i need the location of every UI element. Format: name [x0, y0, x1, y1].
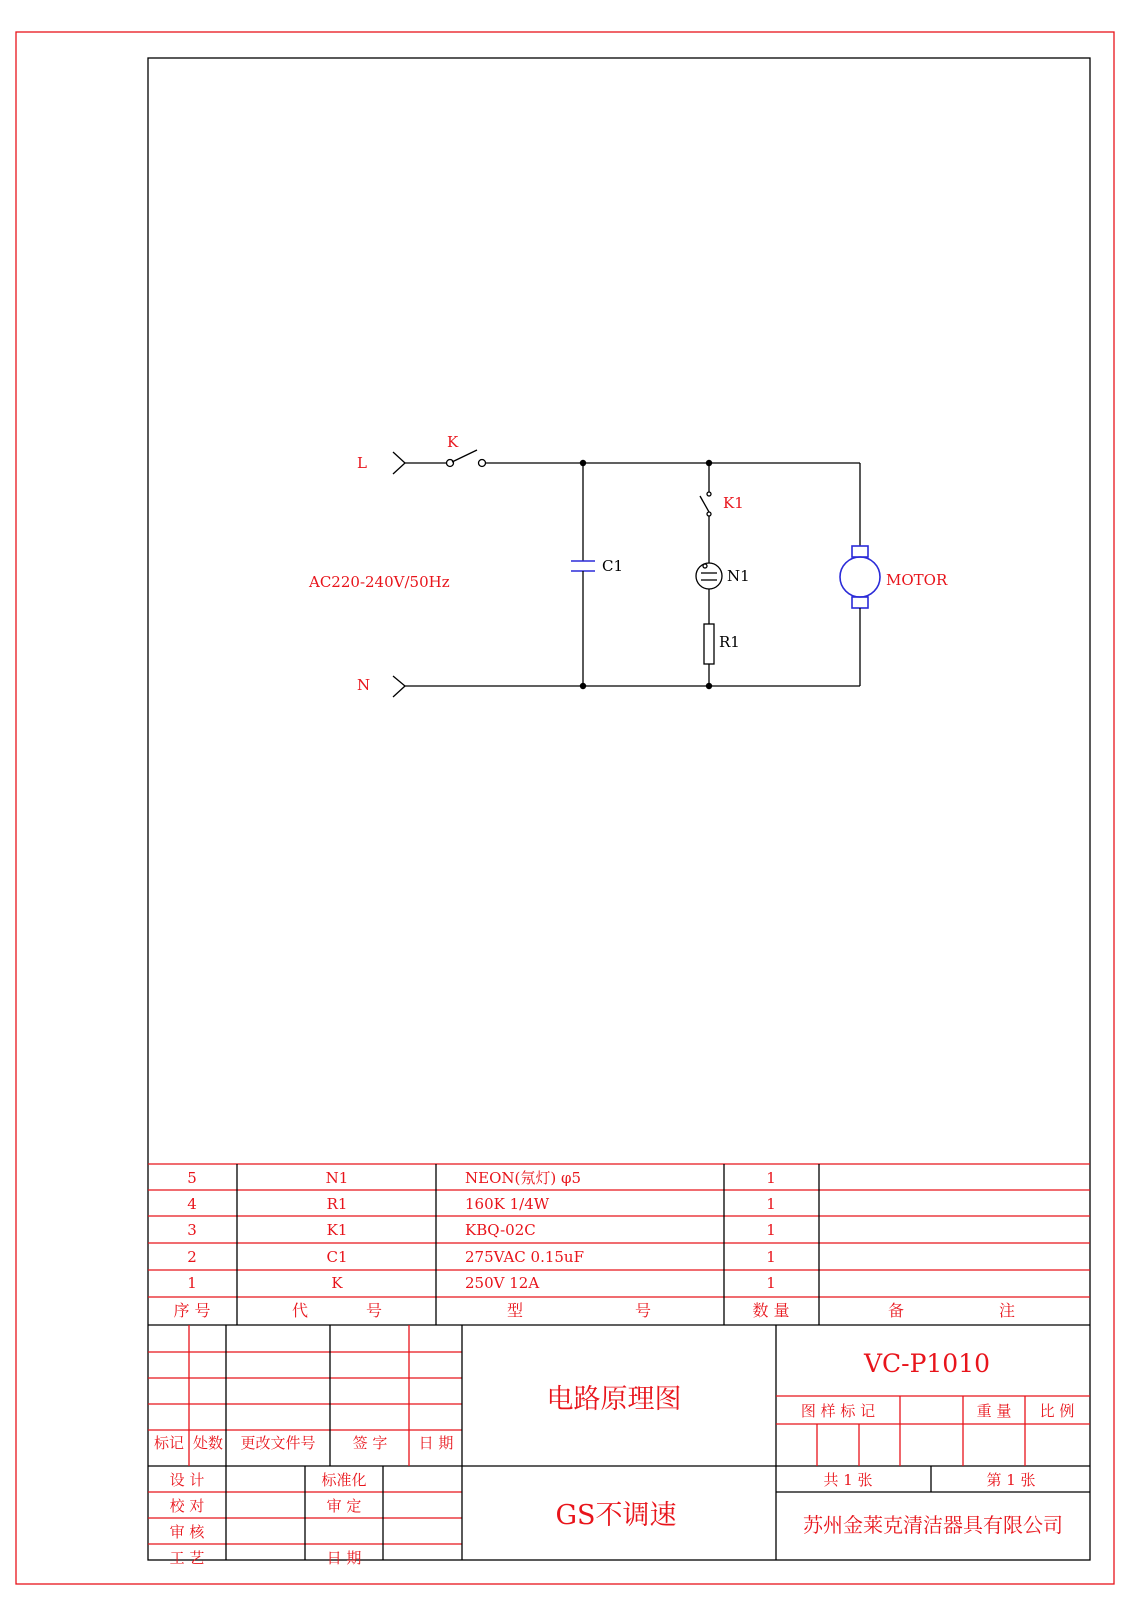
drawing-number: VC-P1010	[863, 1349, 991, 1378]
bom-row	[187, 1195, 776, 1213]
label-weight: 重 量	[976, 1402, 1012, 1420]
rev-header-count: 处数	[192, 1434, 224, 1452]
drawing-subtitle: GS不调速	[555, 1500, 677, 1531]
company-name: 苏州金莱克清洁器具有限公司	[803, 1513, 1063, 1537]
bom-row	[187, 1274, 776, 1292]
neon-n1-body	[696, 563, 722, 589]
bom-cell-qty: 1	[766, 1274, 776, 1292]
bom-header-note-b: 注	[998, 1301, 1016, 1320]
switch-k-contact-a	[447, 460, 454, 467]
bom-cell-no: 5	[187, 1169, 197, 1187]
label-scale: 比 例	[1039, 1402, 1075, 1420]
sheet-number: 第 1 张	[986, 1471, 1036, 1489]
bom-cell-code: C1	[326, 1248, 348, 1266]
switch-k-blade	[452, 450, 477, 462]
motor-brush-top	[852, 546, 868, 557]
rev-header-date: 日 期	[418, 1434, 454, 1452]
title-block	[148, 1325, 1090, 1567]
bom-table	[148, 1164, 1090, 1325]
role-check: 校 对	[169, 1497, 205, 1515]
bom-header-qty: 数 量	[752, 1301, 790, 1320]
label-neon-n1: N1	[727, 567, 750, 585]
terminal-l-arrow	[393, 452, 405, 474]
bom-cell-qty: 1	[766, 1221, 776, 1239]
role-approve: 审 定	[326, 1497, 362, 1515]
bom-cell-no: 4	[187, 1195, 197, 1213]
bom-row	[187, 1221, 776, 1239]
switch-k-contact-b	[479, 460, 486, 467]
rev-header-mark: 标记	[153, 1434, 185, 1452]
neon-n1-dot	[703, 564, 707, 568]
bom-cell-code: K1	[326, 1221, 348, 1239]
bom-cell-no: 2	[187, 1248, 197, 1266]
bom-cell-code: N1	[325, 1169, 349, 1187]
inner-frame	[148, 58, 1090, 1560]
bom-header-code-a: 代	[291, 1301, 309, 1320]
role-standardize: 标准化	[321, 1471, 367, 1489]
bom-cell-model: 275VAC 0.15uF	[465, 1248, 584, 1266]
circuit-diagram	[308, 433, 948, 697]
bom-cell-model: KBQ-02C	[465, 1221, 536, 1239]
role-design: 设 计	[169, 1471, 205, 1489]
terminal-n-arrow	[393, 676, 405, 697]
bom-header-no: 序 号	[173, 1301, 211, 1320]
label-sample-mark: 图 样 标 记	[800, 1402, 876, 1420]
label-terminal-l: L	[357, 454, 367, 472]
motor-brush-bottom	[852, 597, 868, 608]
bom-cell-qty: 1	[766, 1195, 776, 1213]
switch-k1-blade	[700, 496, 709, 512]
bom-cell-qty: 1	[766, 1248, 776, 1266]
bom-header-model-b: 号	[634, 1301, 652, 1320]
bom-cell-code: K	[331, 1274, 343, 1292]
bom-cell-code: R1	[326, 1195, 348, 1213]
bom-header-model-a: 型	[506, 1301, 524, 1320]
bom-cell-model: 160K 1/4W	[465, 1195, 550, 1213]
bom-header-note-a: 备	[887, 1301, 905, 1320]
bom-header-code-b: 号	[365, 1301, 383, 1320]
motor-body	[840, 557, 880, 597]
bom-row	[187, 1169, 776, 1187]
bom-row	[187, 1248, 776, 1266]
role-process: 工 艺	[169, 1549, 205, 1567]
rev-header-sign: 签 字	[352, 1434, 388, 1452]
bom-cell-no: 1	[187, 1274, 197, 1292]
label-switch-k1: K1	[723, 494, 744, 512]
drawing-name: 电路原理图	[546, 1384, 682, 1415]
label-resistor-r1: R1	[719, 633, 740, 651]
bom-cell-model: NEON(氖灯) φ5	[465, 1169, 582, 1187]
label-motor: MOTOR	[886, 571, 948, 589]
role-date: 日 期	[326, 1549, 362, 1567]
label-capacitor-c1: C1	[602, 557, 624, 575]
label-switch-k: K	[447, 433, 459, 451]
bom-cell-qty: 1	[766, 1169, 776, 1187]
rev-header-docno: 更改文件号	[240, 1434, 316, 1452]
switch-k1-contact-a	[707, 492, 711, 496]
sheets-total: 共 1 张	[823, 1471, 873, 1489]
label-terminal-n: N	[357, 676, 371, 694]
role-review: 审 核	[169, 1523, 205, 1541]
bom-cell-model: 250V 12A	[465, 1274, 540, 1292]
switch-k1-contact-b	[707, 512, 711, 516]
bom-cell-no: 3	[187, 1221, 197, 1239]
label-supply: AC220-240V/50Hz	[309, 573, 450, 591]
resistor-r1	[704, 624, 714, 664]
